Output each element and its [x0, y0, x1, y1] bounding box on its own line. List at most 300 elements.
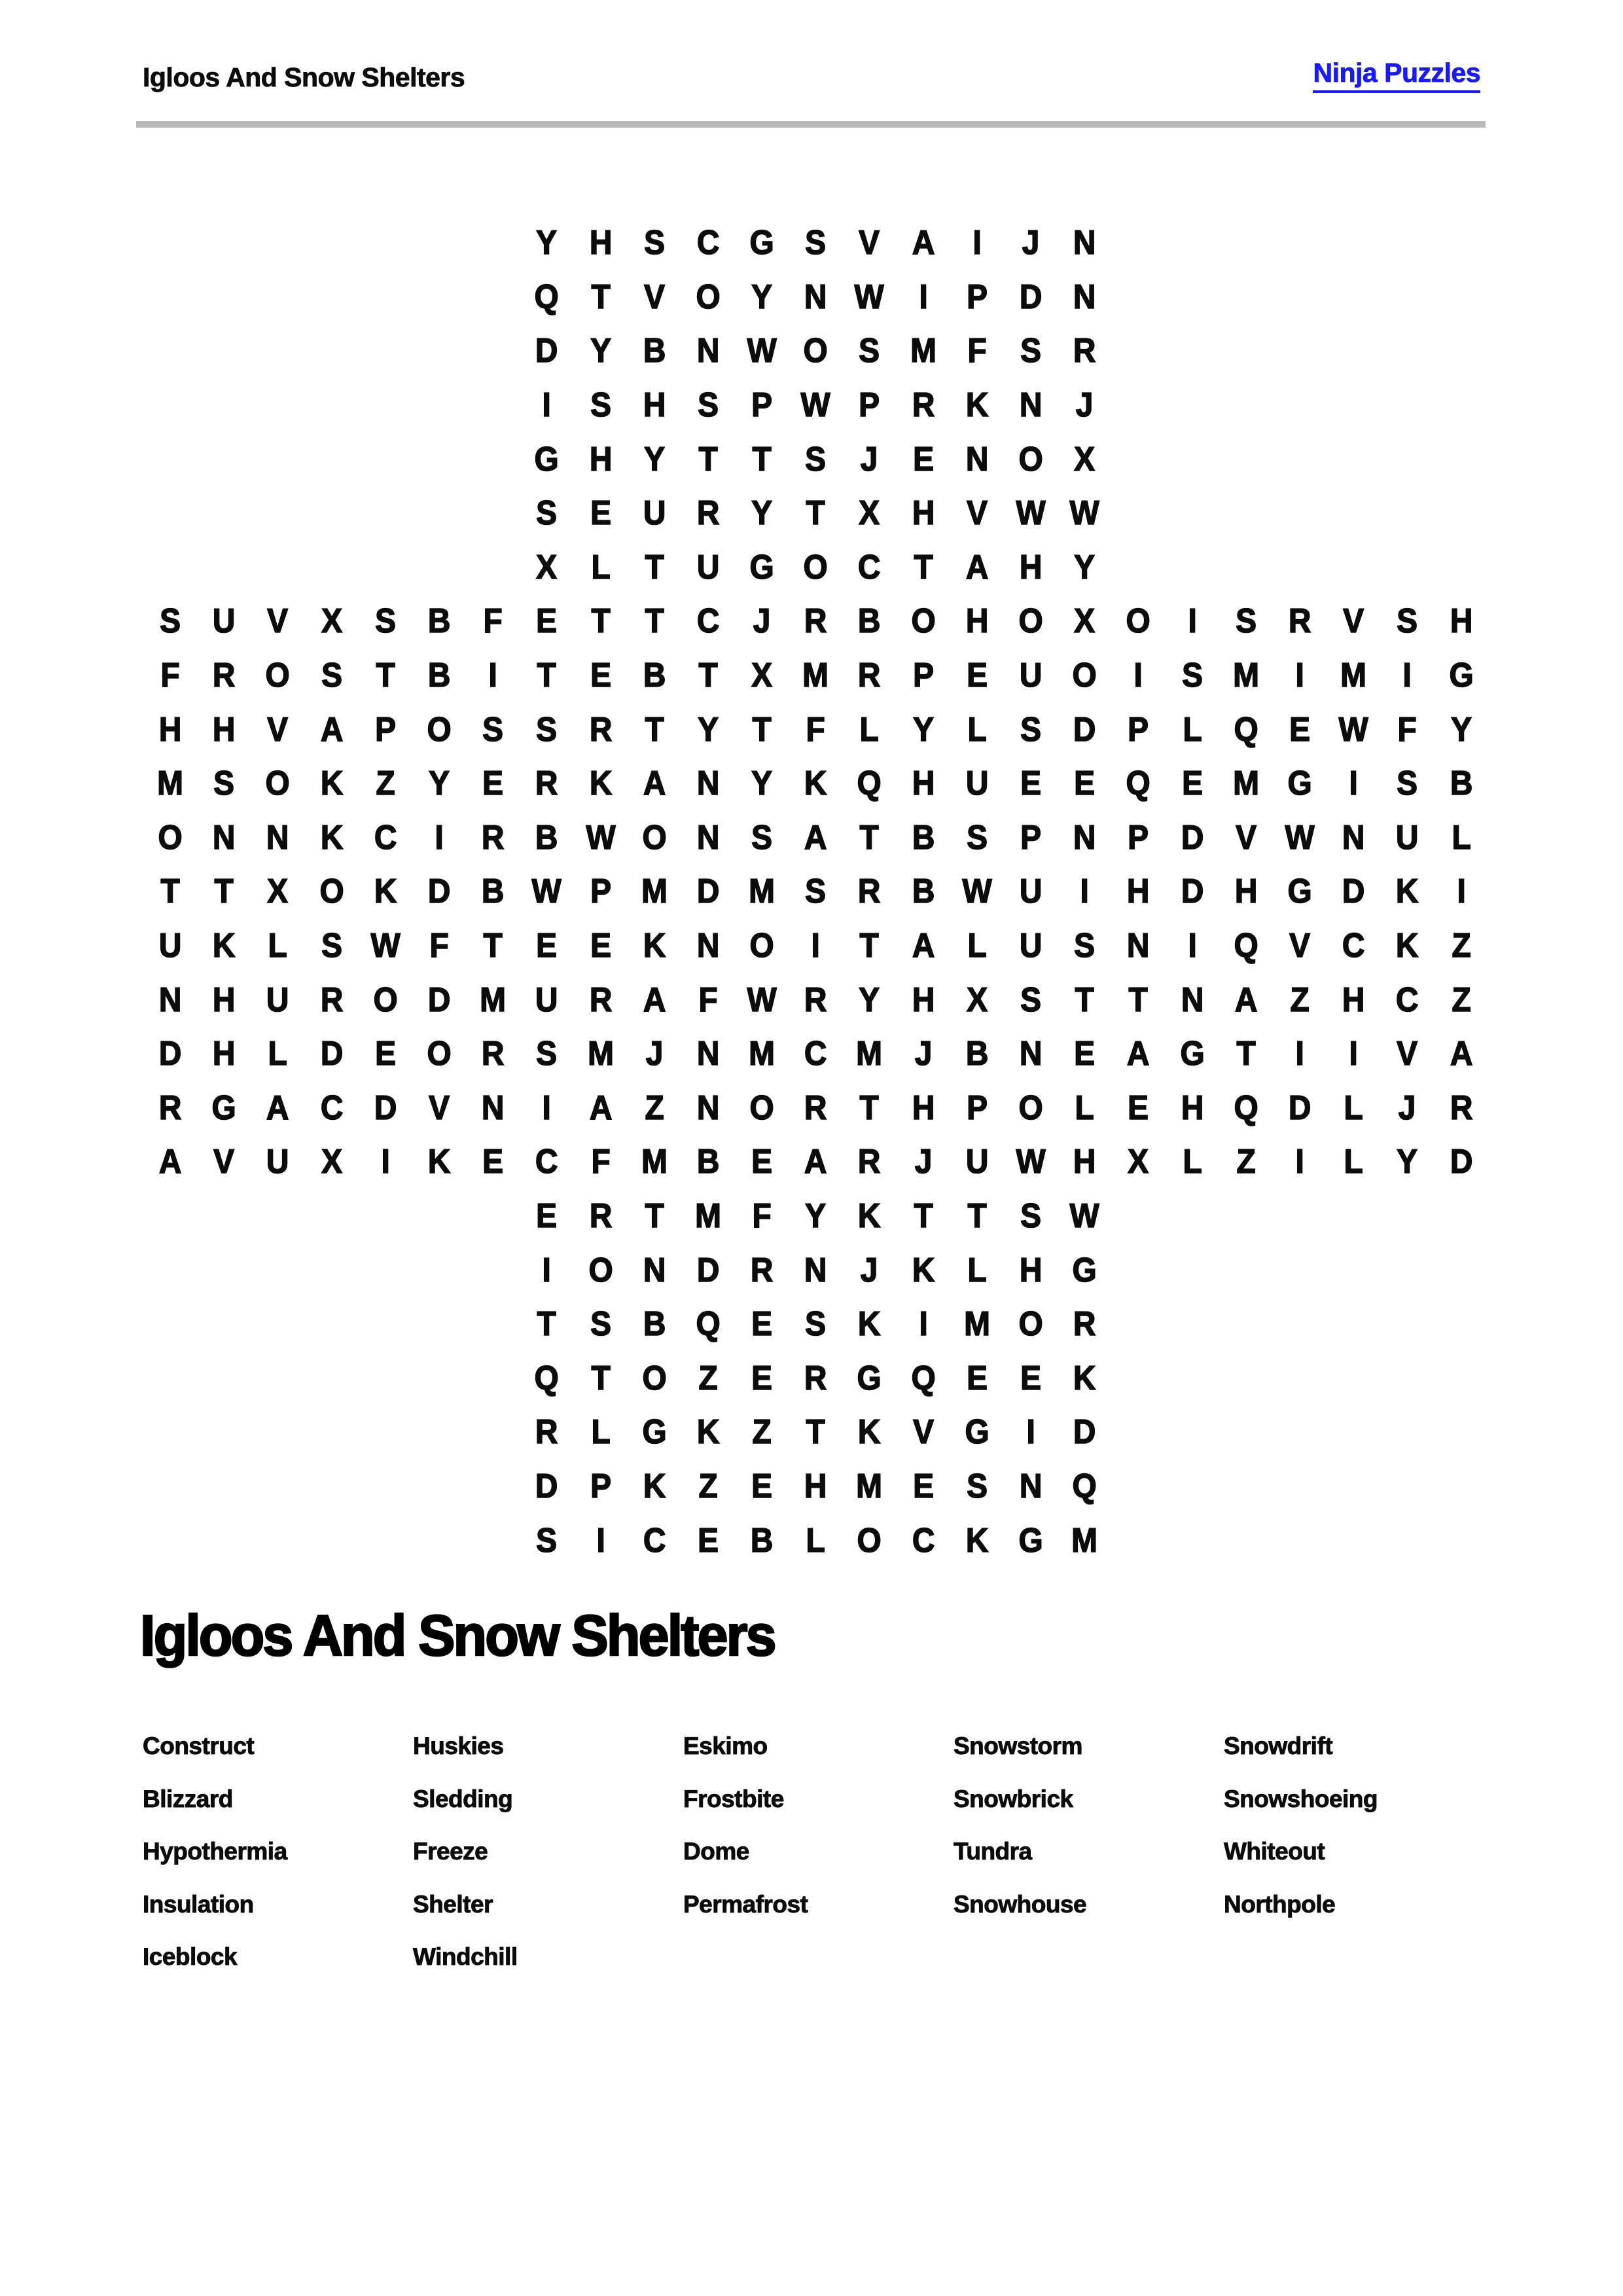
grid-cell: S	[1235, 602, 1257, 641]
grid-cell: D	[1342, 872, 1365, 911]
grid-cell: H	[1073, 1143, 1096, 1181]
grid-cell: O	[373, 980, 398, 1019]
grid-cell: C	[320, 1088, 343, 1127]
grid-cell: E	[751, 1143, 773, 1181]
grid-cell: D	[535, 1467, 558, 1505]
grid-cell: B	[965, 1035, 989, 1073]
grid-cell: E	[482, 764, 504, 803]
grid-cell: E	[482, 1143, 504, 1181]
grid-cell	[1114, 324, 1164, 378]
grid-cell: L	[1183, 710, 1202, 749]
grid-cell: V	[267, 710, 289, 749]
grid-cell: Q	[534, 1359, 560, 1397]
grid-cell: S	[966, 818, 988, 857]
grid-cell	[307, 1460, 357, 1514]
grid-cell: X	[321, 602, 342, 641]
grid-cell: U	[535, 980, 558, 1019]
grid-cell: B	[643, 656, 666, 695]
grid-cell: R	[1073, 1305, 1096, 1344]
grid-cell: Y	[912, 710, 934, 749]
grid-cell: O	[265, 656, 291, 695]
grid-cell: E	[1020, 1359, 1042, 1397]
grid-cell: L	[967, 710, 987, 749]
grid-cell: L	[268, 1035, 288, 1073]
grid-cell: G	[1287, 872, 1312, 911]
grid-cell: R	[481, 818, 505, 857]
grid-cell: S	[536, 494, 558, 533]
grid-cell	[145, 486, 195, 541]
grid-cell: L	[590, 1413, 611, 1452]
grid-cell: F	[806, 710, 825, 749]
grid-cell	[1221, 432, 1271, 486]
grid-cell	[307, 1189, 357, 1244]
grid-cell	[1329, 1460, 1378, 1514]
grid-cell: F	[967, 332, 987, 370]
grid-cell: T	[590, 602, 611, 641]
grid-cell	[361, 1189, 410, 1244]
grid-cell	[414, 1405, 464, 1460]
grid-cell: L	[859, 710, 880, 749]
grid-cell: A	[965, 548, 989, 586]
grid-cell: O	[696, 278, 721, 316]
grid-cell	[1383, 1243, 1433, 1297]
grid-cell: O	[1018, 602, 1043, 641]
grid-cell: M	[856, 1035, 883, 1073]
grid-cell: G	[211, 1088, 236, 1127]
grid-cell	[1383, 378, 1433, 433]
grid-cell: M	[910, 332, 936, 370]
grid-cell: L	[268, 927, 288, 965]
grid-cell: O	[749, 1088, 774, 1127]
grid-cell	[1436, 324, 1486, 378]
grid-cell: M	[802, 656, 829, 695]
grid-cell: I	[542, 1088, 552, 1127]
grid-cell: J	[753, 602, 771, 641]
grid-cell	[468, 1189, 518, 1244]
grid-cell	[1436, 1189, 1486, 1244]
grid-cell: I	[542, 1251, 552, 1289]
grid-cell: L	[967, 927, 987, 965]
grid-cell: V	[859, 224, 880, 262]
grid-cell: D	[1019, 278, 1043, 316]
grid-cell	[145, 432, 195, 486]
grid-cell: C	[1396, 980, 1419, 1019]
grid-cell	[1275, 432, 1325, 486]
grid-cell: K	[1396, 927, 1419, 965]
grid-cell	[1436, 1297, 1486, 1352]
grid-cell: I	[919, 1305, 928, 1344]
grid-cell	[253, 1189, 303, 1244]
grid-cell	[145, 216, 195, 270]
grid-cell: R	[535, 764, 558, 803]
grid-cell: K	[1073, 1359, 1096, 1397]
grid-cell: G	[534, 440, 560, 478]
grid-cell: S	[805, 224, 827, 262]
grid-cell: K	[374, 872, 397, 911]
grid-cell: T	[752, 710, 772, 749]
grid-cell	[1168, 270, 1217, 325]
grid-cell	[1436, 541, 1486, 595]
grid-cell: S	[321, 656, 342, 695]
grid-cell: Y	[751, 494, 773, 533]
grid-cell: E	[751, 1359, 773, 1397]
grid-cell: I	[1188, 927, 1197, 965]
grid-cell: P	[1128, 818, 1149, 857]
grid-cell: S	[536, 1035, 558, 1073]
grid-cell: G	[1448, 656, 1474, 695]
grid-cell: P	[590, 872, 611, 911]
grid-cell	[1221, 1243, 1271, 1297]
grid-cell	[361, 1513, 410, 1568]
grid-cell: O	[158, 818, 183, 857]
grid-cell: L	[1075, 1088, 1094, 1127]
grid-cell: I	[435, 818, 444, 857]
grid-cell: A	[1234, 980, 1258, 1019]
grid-cell	[414, 1351, 464, 1405]
grid-cell: E	[1289, 710, 1310, 749]
grid-cell: E	[912, 440, 934, 478]
grid-cell: U	[1019, 872, 1043, 911]
grid-cell: F	[1397, 710, 1418, 749]
grid-cell: D	[427, 872, 451, 911]
grid-cell	[468, 541, 518, 595]
grid-cell: R	[320, 980, 343, 1019]
grid-cell: F	[429, 927, 449, 965]
grid-cell: E	[1074, 764, 1096, 803]
grid-cell: D	[320, 1035, 343, 1073]
grid-cell	[145, 378, 195, 433]
grid-cell: T	[1075, 980, 1094, 1019]
grid-cell: D	[1073, 1413, 1096, 1452]
grid-cell: B	[912, 872, 935, 911]
grid-cell: B	[750, 1521, 774, 1560]
grid-cell	[468, 1513, 518, 1568]
grid-cell: S	[805, 1305, 827, 1344]
grid-cell	[199, 1297, 249, 1352]
grid-cell: R	[912, 386, 935, 425]
grid-cell	[468, 1405, 518, 1460]
grid-cell: D	[158, 1035, 182, 1073]
grid-cell	[307, 1243, 357, 1297]
grid-cell	[1329, 1189, 1378, 1244]
grid-cell	[307, 1351, 357, 1405]
grid-cell	[1168, 1460, 1217, 1514]
grid-cell: K	[1396, 872, 1419, 911]
word-item: Blizzard	[143, 1785, 233, 1812]
grid-cell: A	[1127, 1035, 1150, 1073]
grid-cell	[199, 432, 249, 486]
grid-cell: P	[912, 656, 934, 695]
grid-cell	[1221, 541, 1271, 595]
grid-cell: K	[858, 1305, 881, 1344]
word-item: Eskimo	[683, 1732, 768, 1759]
grid-cell	[1275, 1189, 1325, 1244]
word-item: Iceblock	[143, 1943, 238, 1970]
grid-cell: N	[696, 927, 720, 965]
grid-cell: I	[596, 1521, 605, 1560]
grid-cell: N	[696, 818, 720, 857]
word-item: Construct	[143, 1732, 255, 1759]
grid-cell: M	[1340, 656, 1367, 695]
grid-cell: W	[1016, 1143, 1046, 1181]
grid-cell: N	[643, 1251, 666, 1289]
grid-cell: X	[1074, 440, 1096, 478]
grid-cell: U	[1019, 656, 1043, 695]
grid-cell	[253, 1513, 303, 1568]
grid-cell: P	[1128, 710, 1149, 749]
grid-cell: G	[1180, 1035, 1205, 1073]
grid-cell	[1436, 486, 1486, 541]
grid-cell: W	[586, 818, 616, 857]
grid-cell: N	[1342, 818, 1365, 857]
grid-cell: N	[1019, 1035, 1043, 1073]
grid-cell	[1436, 1405, 1486, 1460]
grid-cell: E	[536, 602, 558, 641]
grid-cell	[1275, 541, 1325, 595]
grid-cell: J	[861, 1251, 878, 1289]
grid-cell: M	[587, 1035, 614, 1073]
grid-cell: N	[696, 332, 720, 370]
grid-cell: D	[696, 872, 720, 911]
grid-cell	[1114, 216, 1164, 270]
grid-cell: B	[427, 656, 451, 695]
grid-cell: S	[966, 1467, 988, 1505]
grid-cell: I	[1349, 1035, 1358, 1073]
grid-cell	[1275, 270, 1325, 325]
grid-cell: D	[427, 980, 451, 1019]
grid-cell: C	[696, 224, 720, 262]
grid-cell	[253, 1297, 303, 1352]
grid-cell: M	[749, 1035, 776, 1073]
grid-cell: M	[856, 1467, 883, 1505]
grid-cell: I	[919, 278, 928, 316]
grid-cell: R	[589, 980, 612, 1019]
grid-cell: P	[751, 386, 773, 425]
grid-cell	[1114, 1513, 1164, 1568]
word-column	[1224, 1720, 1494, 1984]
grid-cell: X	[859, 494, 880, 533]
grid-cell: K	[858, 1413, 881, 1452]
grid-cell: M	[1232, 764, 1259, 803]
grid-cell: N	[266, 818, 289, 857]
grid-cell	[414, 1513, 464, 1568]
grid-cell: Z	[1451, 927, 1471, 965]
grid-cell: Y	[859, 980, 880, 1019]
grid-cell: T	[967, 1196, 987, 1235]
grid-cell	[414, 541, 464, 595]
grid-cell: Y	[643, 440, 665, 478]
grid-cell	[361, 1460, 410, 1514]
grid-cell: E	[751, 1305, 773, 1344]
word-column	[954, 1720, 1224, 1984]
grid-cell: N	[965, 440, 989, 478]
grid-cell	[1168, 1243, 1217, 1297]
grid-cell: L	[967, 1251, 987, 1289]
grid-cell	[468, 270, 518, 325]
grid-cell: W	[962, 872, 992, 911]
grid-cell: R	[589, 1196, 612, 1235]
grid-cell	[468, 216, 518, 270]
grid-cell: X	[267, 872, 289, 911]
grid-cell	[1329, 1351, 1378, 1405]
grid-cell: Y	[1074, 548, 1096, 586]
grid-cell: X	[1074, 602, 1096, 641]
grid-cell	[468, 432, 518, 486]
grid-cell	[307, 270, 357, 325]
grid-cell: S	[213, 764, 235, 803]
grid-cell: N	[804, 1251, 827, 1289]
grid-cell: R	[804, 980, 827, 1019]
grid-cell: K	[965, 1521, 989, 1560]
grid-cell: I	[1080, 872, 1089, 911]
grid-cell: U	[696, 548, 720, 586]
grid-cell	[1275, 324, 1325, 378]
grid-cell: N	[696, 1035, 720, 1073]
brand-link[interactable]: Ninja Puzzles	[1313, 58, 1480, 93]
grid-cell: Y	[590, 332, 611, 370]
grid-cell	[1329, 1405, 1378, 1460]
grid-cell: E	[1074, 1035, 1096, 1073]
word-item: Snowbrick	[954, 1785, 1073, 1812]
grid-cell: W	[370, 927, 401, 965]
grid-cell: V	[966, 494, 988, 533]
grid-cell	[1221, 378, 1271, 433]
grid-cell	[361, 216, 410, 270]
grid-cell	[1221, 1351, 1271, 1405]
grid-cell: O	[1018, 440, 1043, 478]
grid-cell: E	[966, 1359, 988, 1397]
grid-cell: Q	[1126, 764, 1151, 803]
grid-cell	[199, 541, 249, 595]
grid-cell: S	[643, 224, 665, 262]
grid-cell: R	[1073, 332, 1096, 370]
grid-cell	[307, 378, 357, 433]
grid-cell	[1168, 1351, 1217, 1405]
grid-cell: I	[1295, 656, 1304, 695]
grid-cell: T	[914, 1196, 933, 1235]
grid-cell: O	[319, 872, 344, 911]
grid-cell	[253, 486, 303, 541]
grid-cell	[361, 1297, 410, 1352]
grid-cell	[199, 378, 249, 433]
grid-cell	[307, 216, 357, 270]
grid-cell: E	[536, 1196, 558, 1235]
grid-cell: M	[641, 872, 668, 911]
grid-cell: D	[374, 1088, 397, 1127]
grid-cell: W	[854, 278, 885, 316]
grid-cell: E	[536, 927, 558, 965]
grid-cell: T	[483, 927, 503, 965]
grid-cell: X	[321, 1143, 342, 1181]
grid-cell	[1383, 216, 1433, 270]
word-item: Huskies	[413, 1732, 504, 1759]
grid-cell: M	[963, 1305, 990, 1344]
grid-cell	[1329, 486, 1378, 541]
word-item: Tundra	[954, 1838, 1032, 1865]
grid-cell: H	[213, 710, 236, 749]
grid-cell: S	[1181, 656, 1203, 695]
grid-cell	[199, 270, 249, 325]
grid-cell: S	[1020, 1196, 1042, 1235]
grid-cell: P	[966, 1088, 988, 1127]
grid-cell: M	[1232, 656, 1259, 695]
grid-cell: L	[806, 1521, 825, 1560]
grid-cell	[1275, 1243, 1325, 1297]
grid-cell: A	[912, 927, 935, 965]
grid-cell	[199, 486, 249, 541]
grid-cell	[1383, 324, 1433, 378]
grid-cell: S	[590, 1305, 611, 1344]
grid-cell: K	[965, 386, 989, 425]
grid-cell: H	[1019, 548, 1043, 586]
grid-cell	[414, 1243, 464, 1297]
grid-cell	[1275, 1513, 1325, 1568]
grid-cell	[414, 1297, 464, 1352]
grid-cell	[1383, 541, 1433, 595]
grid-cell: A	[589, 1088, 612, 1127]
grid-cell: Y	[805, 1196, 827, 1235]
grid-cell: W	[747, 332, 777, 370]
grid-cell	[468, 486, 518, 541]
grid-cell: Y	[1450, 710, 1472, 749]
grid-cell: F	[752, 1196, 772, 1235]
grid-cell: C	[374, 818, 397, 857]
grid-cell	[199, 324, 249, 378]
grid-cell	[1221, 270, 1271, 325]
grid-cell: Q	[911, 1359, 936, 1397]
grid-cell: E	[590, 927, 611, 965]
grid-cell	[1114, 486, 1164, 541]
grid-cell: S	[859, 332, 880, 370]
grid-cell: H	[1342, 980, 1365, 1019]
grid-cell	[253, 270, 303, 325]
grid-cell	[1329, 432, 1378, 486]
grid-cell: A	[643, 764, 666, 803]
grid-cell	[1221, 486, 1271, 541]
grid-cell: R	[804, 1359, 827, 1397]
grid-cell: Y	[536, 224, 558, 262]
grid-cell	[145, 1405, 195, 1460]
grid-cell: A	[912, 224, 935, 262]
grid-cell	[1329, 270, 1378, 325]
grid-cell	[1383, 486, 1433, 541]
grid-cell: H	[912, 1088, 935, 1127]
grid-cell: O	[911, 602, 936, 641]
grid-cell: P	[374, 710, 396, 749]
grid-cell	[1114, 1351, 1164, 1405]
grid-cell	[1275, 1460, 1325, 1514]
grid-cell: G	[1072, 1251, 1097, 1289]
word-item: Permafrost	[683, 1890, 808, 1918]
grid-cell: S	[1020, 710, 1042, 749]
grid-cell	[1329, 1243, 1378, 1297]
grid-cell: H	[589, 224, 612, 262]
grid-cell	[1275, 378, 1325, 433]
grid-cell: N	[1073, 224, 1096, 262]
grid-cell: V	[1397, 1035, 1418, 1073]
grid-cell	[361, 432, 410, 486]
grid-cell	[1383, 1297, 1433, 1352]
grid-cell: C	[858, 548, 881, 586]
grid-cell: R	[750, 1251, 774, 1289]
word-item: Dome	[683, 1838, 749, 1865]
grid-cell	[1168, 1513, 1217, 1568]
grid-cell: T	[214, 872, 234, 911]
grid-cell: U	[965, 764, 989, 803]
grid-cell: N	[1127, 927, 1150, 965]
grid-cell	[414, 432, 464, 486]
word-item: Frostbite	[683, 1785, 784, 1812]
